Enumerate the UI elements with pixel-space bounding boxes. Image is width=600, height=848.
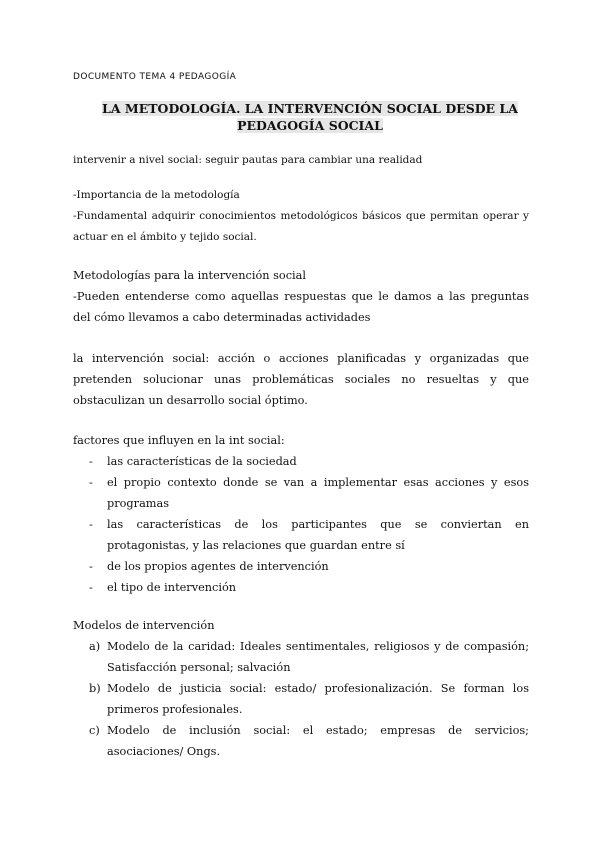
- list-item: [73, 678, 529, 720]
- list-item: [73, 556, 529, 577]
- methodologies-heading: Metodologías para la intervención social: [73, 269, 306, 282]
- list-item-text: las características de los participantes que se conviertan en protagonistas, y las relaciones que guardan entre sí: [107, 518, 529, 552]
- definition-text: la intervención social: acción o acciones planificadas y organizadas que pretenden solucionar unas problemáticas sociales no resueltas y que obstaculizan un desarrollo social óptimo.: [73, 352, 529, 407]
- list-item-text: Modelo de inclusión social: el estado; empresas de servicios; asociaciones/ Ongs.: [107, 724, 529, 758]
- methodologies-text: -Pueden entenderse como aquellas respuestas que le damos a las preguntas del cómo llevamos a cabo determinadas actividades: [73, 290, 529, 324]
- list-item-text: el tipo de intervención: [107, 581, 237, 594]
- list-item-text: de los propios agentes de intervención: [107, 560, 329, 573]
- list-item: [73, 451, 529, 472]
- list-item: [73, 514, 529, 556]
- list-item: [73, 720, 529, 762]
- list-marker: b): [89, 682, 101, 695]
- list-item-text: Modelo de justicia social: estado/ profesionalización. Se forman los primeros profesionales.: [107, 682, 529, 716]
- models-heading: Modelos de intervención: [73, 619, 215, 632]
- document-header: DOCUMENTO TEMA 4 PEDAGOGÍA: [73, 72, 237, 82]
- list-marker: -: [89, 476, 93, 489]
- list-item-text: el propio contexto donde se van a implementar esas acciones y esos programas: [107, 476, 529, 510]
- list-marker: -: [89, 455, 93, 468]
- list-item: [73, 472, 529, 514]
- list-marker: -: [89, 560, 93, 573]
- title-line-1: LA METODOLOGÍA. LA INTERVENCIÓN SOCIAL DESDE LA: [102, 101, 518, 116]
- list-item-text: Modelo de la caridad: Ideales sentimentales, religiosos y de compasión; Satisfacción personal; salvación: [107, 640, 529, 674]
- factors-list: [73, 451, 529, 598]
- fundamental-text: -Fundamental adquirir conocimientos metodológicos básicos que permitan operar y actuar en el ámbito y tejido social.: [73, 210, 529, 243]
- list-item: [73, 636, 529, 678]
- list-marker: c): [89, 724, 100, 737]
- title-line-2: PEDAGOGÍA SOCIAL: [237, 118, 383, 133]
- list-item: [73, 577, 529, 598]
- factors-heading: factores que influyen en la int social:: [73, 434, 285, 447]
- importance-text: -Importancia de la metodología: [73, 189, 240, 201]
- page-title: [100, 100, 520, 134]
- intro-text: intervenir a nivel social: seguir pautas para cambiar una realidad: [73, 154, 423, 166]
- list-marker: a): [89, 640, 101, 653]
- list-marker: -: [89, 581, 93, 594]
- list-marker: -: [89, 518, 93, 531]
- list-item-text: las características de la sociedad: [107, 455, 297, 468]
- models-list: [73, 636, 529, 762]
